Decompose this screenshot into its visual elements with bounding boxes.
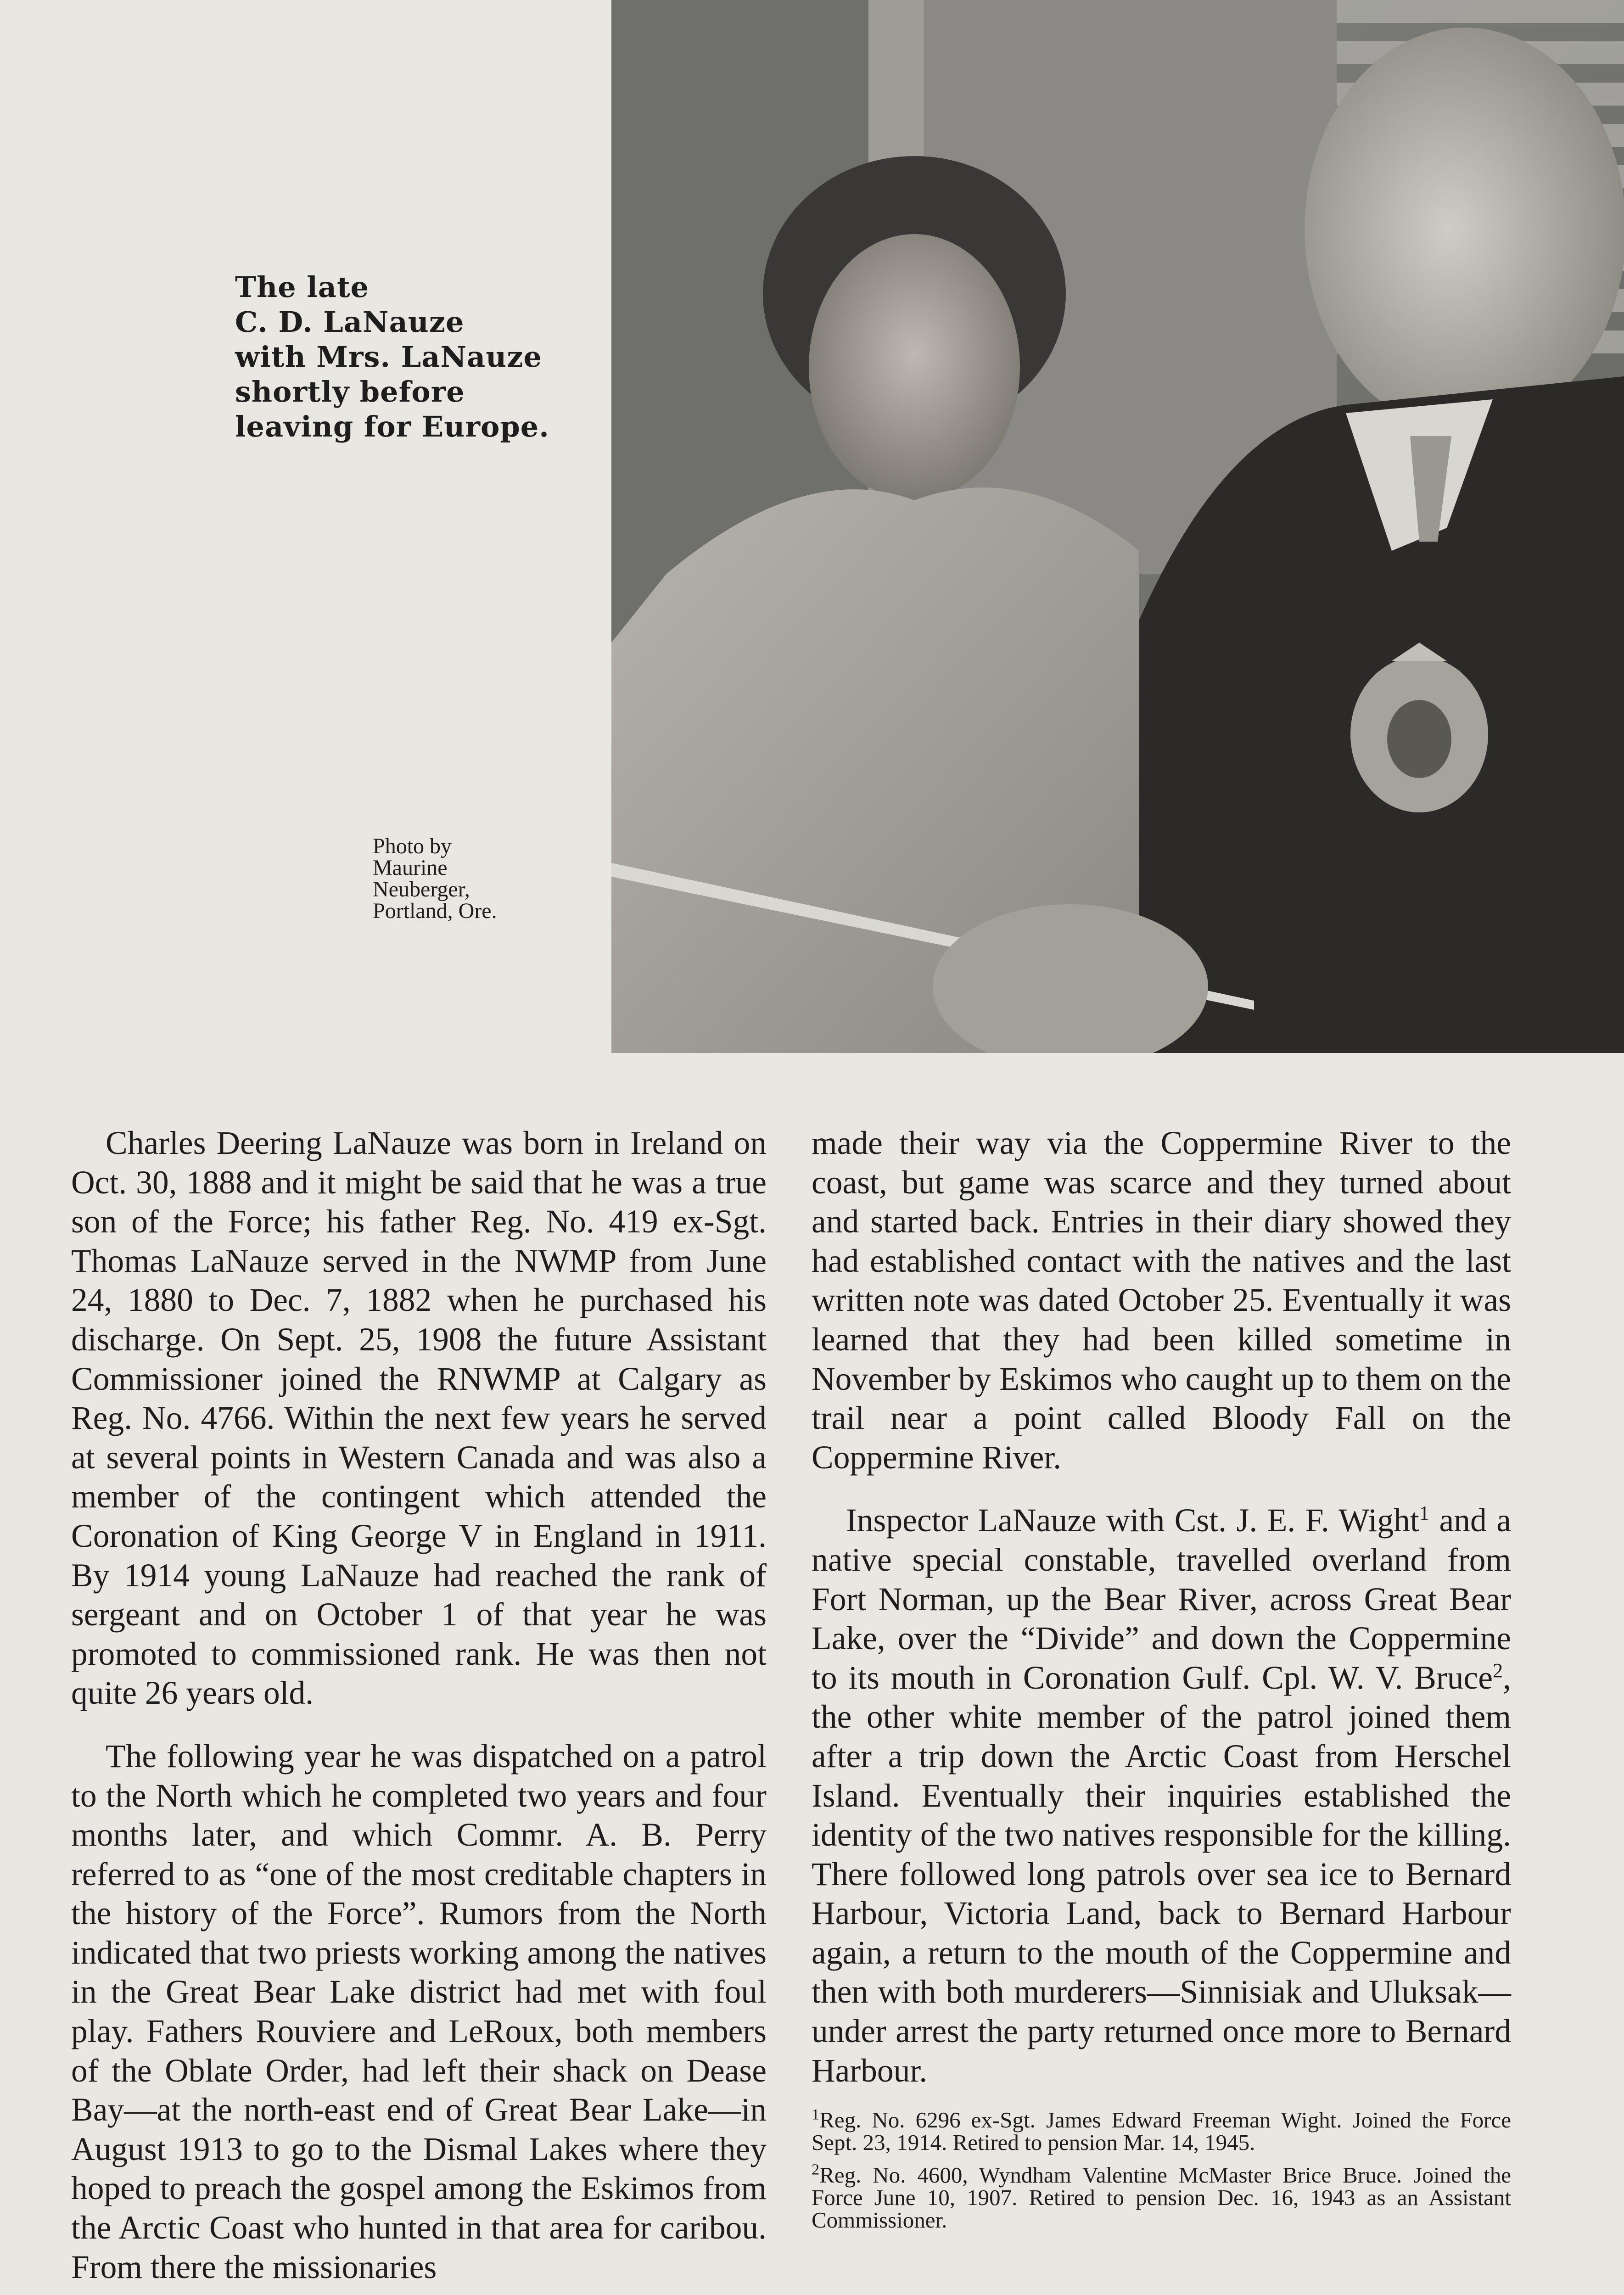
article-paragraph: Charles Deering LaNauze was born in Ireland on Oct. 30, 1888 and it might be said that he was a true son of the Force; his father Reg. No. 419 ex-Sgt. Thomas LaNauze served in the NWMP from June 24, 1880 to Dec. 7, 1882 when he purchased his discharge. On Sept. 25, 1908 the future Assistant Commissioner joined the RNWMP at Calgary as Reg. No. 4766. Within the next few years he served at several points in Western Canada and was also a member of the contingent which attended the Coronation of King George V in England in 1911. By 1914 young LaNauze had reached the rank of sergeant and on October 1 of that year he was promoted to commissioned rank. He was then not quite 26 years old. — [71, 1125, 767, 1712]
footnote — [812, 2105, 1511, 2155]
photo-credit — [373, 835, 593, 922]
portrait-photo — [611, 0, 1624, 1053]
footnote — [812, 2161, 1511, 2233]
article-paragraph — [812, 1501, 1511, 2090]
article-right-column — [812, 1124, 1511, 2231]
article-paragraph: The following year he was dispatched on a patrol to the North which he completed two years and four months later, and which Commr. A. B. Perry referred to as “one of the most creditable chapters in the history of the Force”. Rumors from the North indicated that two priests working among the natives in the Great Bear Lake district had met with foul play. Fathers Rouviere and LeRoux, both members of the Oblate Order, had left their shack on Dease Bay—at the north-east end of Great Bear Lake—in August 1913 to go to the Dismal Lakes where they hoped to preach the gospel among the Eskimos from the Arctic Coast who hunted in that area for caribou. From there the missionaries — [71, 1738, 767, 2285]
footnote-marker: 1 — [1419, 1501, 1429, 1525]
footnote-text: Reg. No. 6296 ex-Sgt. James Edward Freeman Wight. Joined the Force Sept. 23, 1914. Retired to pension Mar. 14, 1945. — [812, 2107, 1511, 2155]
caption-line: shortly before — [235, 375, 465, 409]
paragraph-text: , the other white member of the patrol joined them after a trip down the Arctic Coast from Herschel Island. Eventually their inquiries established the identity of the two natives responsible for the killing. There followed long patrols over sea ice to Bernard Harbour, Victoria Land, back to Bernard Harbour again, a return to the mouth of the Coppermine and then with both murderers—Sinnisiak and Uluksak—under arrest the party returned once more to Bernard Harbour. — [812, 1659, 1511, 2089]
caption-line: C. D. LaNauze — [235, 305, 465, 339]
caption-line: The late — [235, 270, 370, 304]
footnote-number: 1 — [812, 2105, 820, 2123]
footnotes — [812, 2105, 1511, 2233]
credit-line: Photo by — [373, 834, 452, 858]
caption-line: leaving for Europe. — [235, 410, 549, 443]
paragraph-text: and a native special constable, travelled overland from Fort Norman, up the Bear River, across Great Bear Lake, over the “Divide” and down the Coppermine to its mouth in Coronation Gulf. Cpl. W. V. Bruce — [812, 1502, 1511, 1696]
portrait-photo-image — [611, 0, 1624, 1053]
credit-line: Maurine — [373, 856, 448, 880]
footnote-text: Reg. No. 4600, Wyndham Valentine McMaster Brice Bruce. Joined the Force June 10, 1907. Retired to pension Dec. 16, 1943 as an Assistant Commissioner. — [812, 2162, 1511, 2233]
article-paragraph: made their way via the Coppermine River to the coast, but game was scarce and they turned about and started back. Entries in their diary showed they had established contact with the natives and the last written note was dated October 25. Eventually it was learned that they had been killed sometime in November by Eskimos who caught up to them on the trail near a point called Bloody Fall on the Coppermine River. — [812, 1125, 1511, 1476]
credit-line: Neuberger, — [373, 877, 470, 901]
caption-line: with Mrs. LaNauze — [235, 340, 542, 374]
footnote-marker: 2 — [1492, 1658, 1503, 1682]
credit-line: Portland, Ore. — [373, 899, 497, 923]
footnote-number: 2 — [812, 2161, 820, 2178]
photo-caption — [235, 270, 584, 444]
article-left-column — [71, 1124, 767, 2287]
paragraph-text: Inspector LaNauze with Cst. J. E. F. Wight — [846, 1502, 1419, 1539]
